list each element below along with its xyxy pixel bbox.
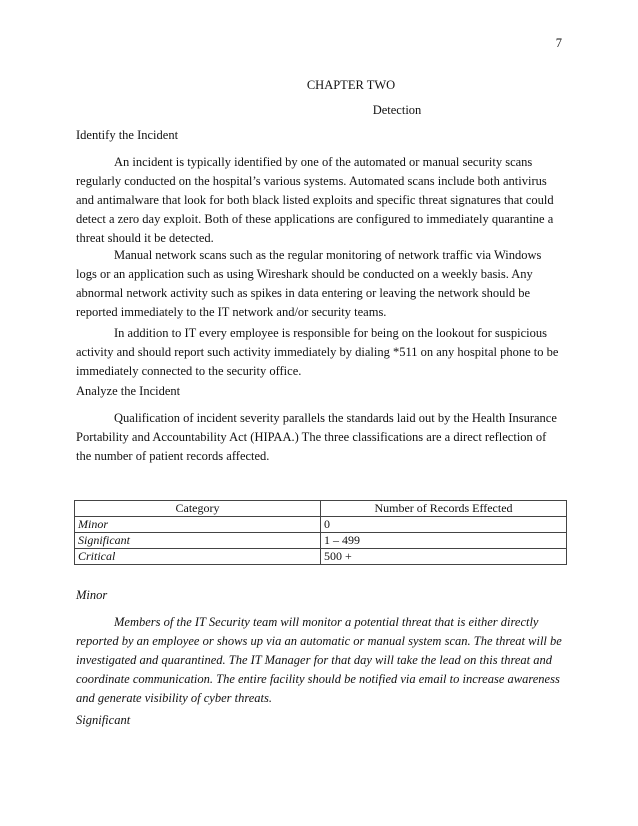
section-heading-analyze: Analyze the Incident [76,384,181,398]
table-row [75,517,567,533]
table-cell-records: 0 [321,517,567,533]
subheading-minor: Minor [76,588,108,602]
chapter-subheading: Detection [372,103,422,117]
paragraph-severity-qualification: Qualification of incident severity parallels the standards laid out by the Health Insurance Portability and Accountability Act (HIPAA.) The three classifications are a direct reflection of the number of patient records affected. [76,411,557,463]
chapter-heading: CHAPTER TWO [306,78,396,92]
table-row [75,533,567,549]
section-heading-identify: Identify the Incident [76,128,179,142]
subheading-significant: Significant [76,713,131,727]
table-header-row [75,501,567,517]
table-cell-category: Critical [75,549,321,565]
table-row [75,549,567,565]
table-header-category: Category [75,501,321,517]
table-header-records: Number of Records Effected [321,501,567,517]
table-cell-records: 500 + [321,549,567,565]
paragraph-manual-scans: Manual network scans such as the regular monitoring of network traffic via Windows logs or an application such as using Wireshark should be conducted on a weekly basis. Any abnormal network activity such as spikes in data entering or leaving the network should be reported immediately to the IT network and/or security teams. [76,248,542,319]
classification-table [74,500,567,565]
table-cell-records: 1 – 499 [321,533,567,549]
table-cell-category: Significant [75,533,321,549]
paragraph-employee-reporting: In addition to IT every employee is responsible for being on the lookout for suspicious activity and should report such activity immediately by dialing *511 on any hospital phone to be immediately connected to the security office. [76,326,559,378]
paragraph-minor: Members of the IT Security team will monitor a potential threat that is either directly reported by an employee or shows up via an automatic or manual system scan. The threat will be investigated and quarantined. The IT Manager for that day will take the lead on this threat and coordinate communication. The entire facility should be notified via email to increase awareness and generate visibility of cyber threats. [76,615,562,705]
paragraph-incident-identification: An incident is typically identified by one of the automated or manual security scans regularly conducted on the hospital’s various systems. Automated scans include both antivirus and antimalware that look for both black listed exploits and specific threat signatures that could detect a zero day exploit. Both of these applications are configured to immediately quarantine a threat should it be detected. [76,155,554,245]
table-cell-category: Minor [75,517,321,533]
page-number: 7 [555,36,562,50]
